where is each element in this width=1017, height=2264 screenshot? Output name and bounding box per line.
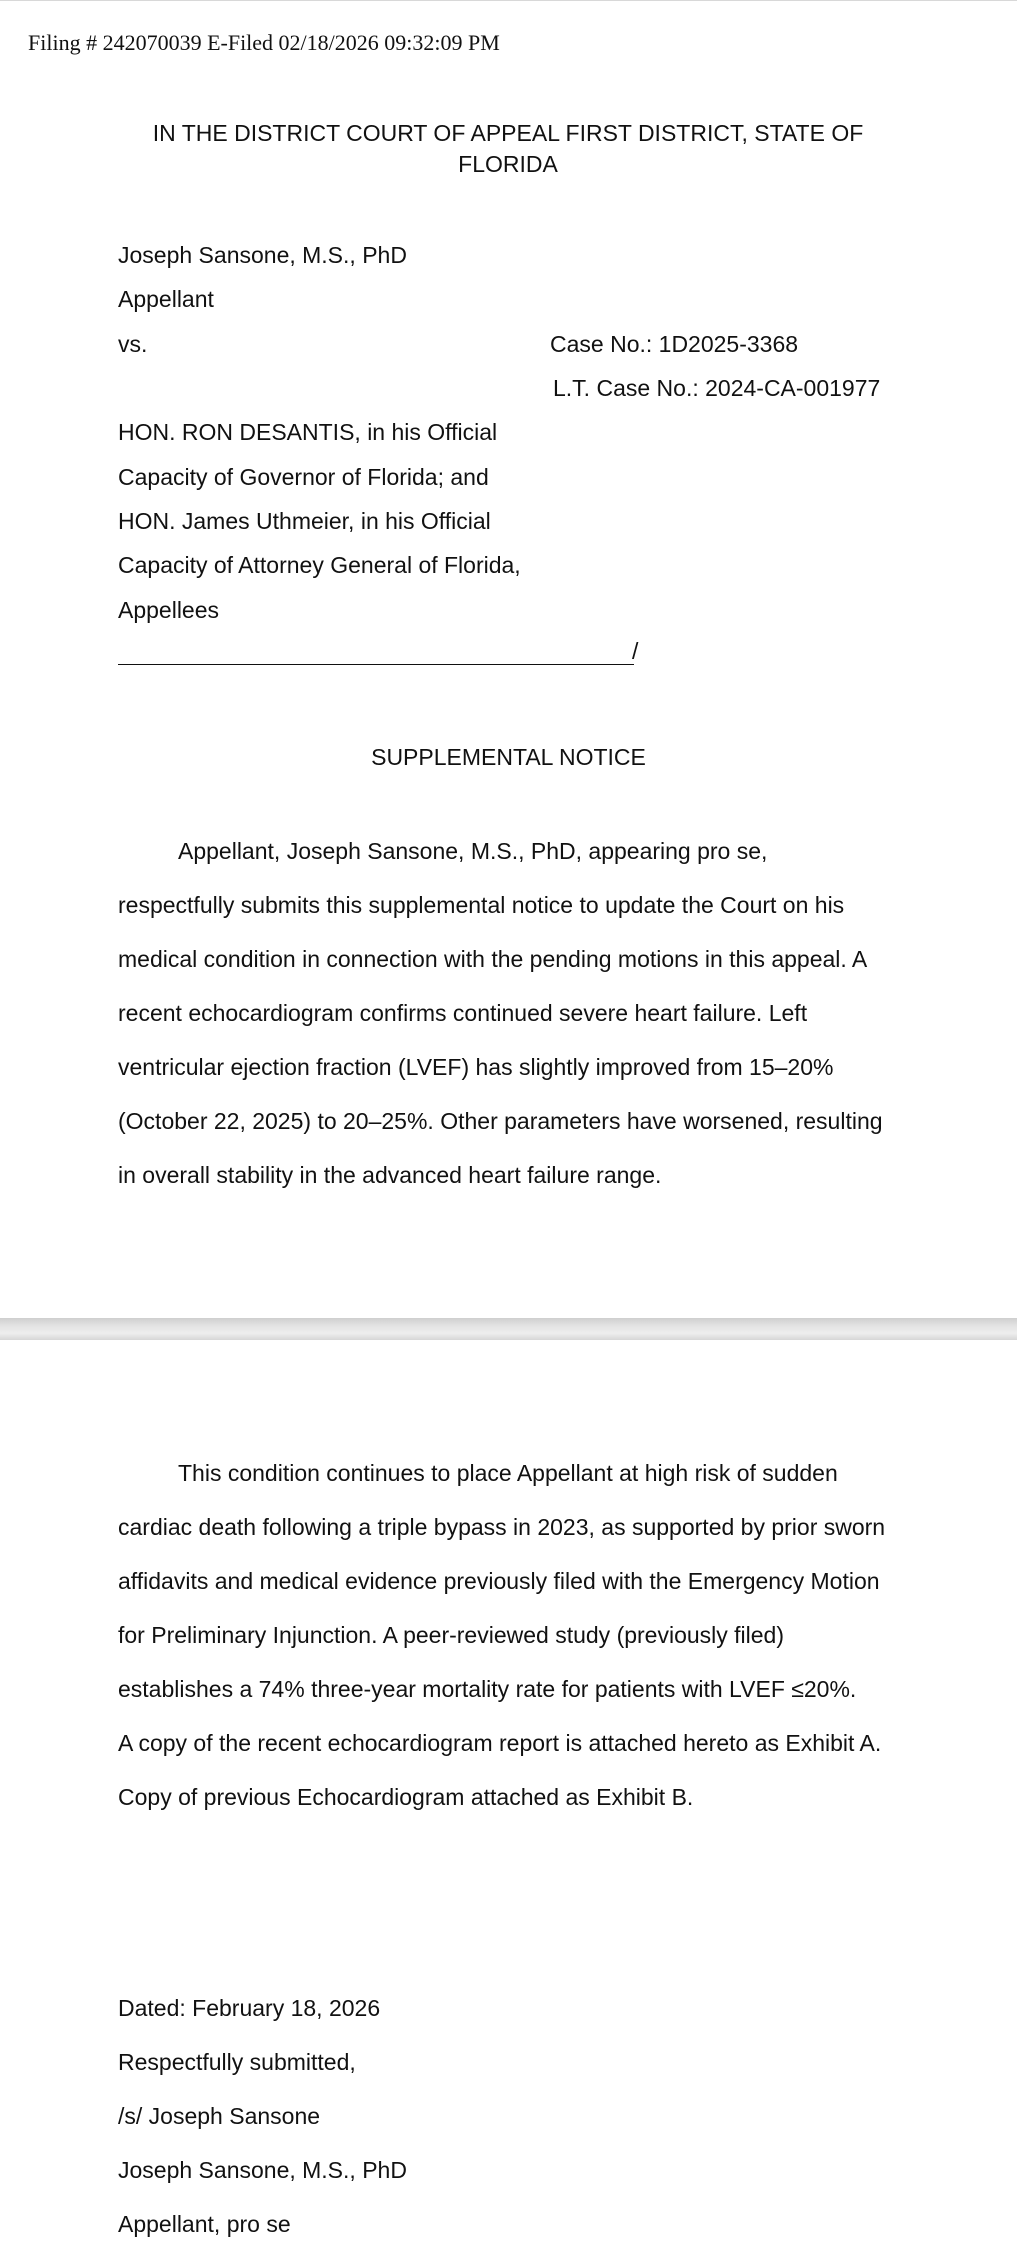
paragraph-line: Appellant, Joseph Sansone, M.S., PhD, appearing pro se, bbox=[178, 838, 768, 864]
paragraph-line: cardiac death following a triple bypass in 2023, as supported by prior sworn bbox=[118, 1514, 886, 1540]
court-title: IN THE DISTRICT COURT OF APPEAL FIRST DISTRICT, STATE OF FLORIDA bbox=[152, 120, 864, 177]
appellees-line: HON. James Uthmeier, in his Official bbox=[118, 508, 491, 534]
appellees-line: Capacity of Attorney General of Florida, bbox=[118, 552, 521, 578]
body-paragraph-2 bbox=[118, 1446, 908, 1824]
body-paragraph-1 bbox=[118, 824, 908, 1202]
signature-closing: Respectfully submitted, bbox=[118, 2049, 356, 2075]
page-top-border bbox=[0, 0, 1017, 1]
lower-tribunal-case-number: L.T. Case No.: 2024-CA-001977 bbox=[553, 375, 881, 401]
caption-rule bbox=[118, 644, 634, 665]
signer-name: Joseph Sansone, M.S., PhD bbox=[118, 2157, 407, 2183]
case-number: Case No.: 1D2025-3368 bbox=[550, 331, 799, 357]
caption-end-slash: / bbox=[632, 638, 639, 664]
appellees-label: Appellees bbox=[118, 597, 220, 623]
paragraph-line: respectfully submits this supplemental notice to update the Court on his bbox=[118, 892, 845, 918]
paragraph-line: (October 22, 2025) to 20–25%. Other parameters have worsened, resulting bbox=[118, 1108, 883, 1134]
paragraph-line: affidavits and medical evidence previously filed with the Emergency Motion bbox=[118, 1568, 880, 1594]
electronic-signature: /s/ Joseph Sansone bbox=[118, 2103, 321, 2129]
paragraph-line: recent echocardiogram confirms continued severe heart failure. Left bbox=[118, 1000, 808, 1026]
signer-role: Appellant, pro se bbox=[118, 2211, 291, 2237]
filing-stamp: Filing # 242070039 E-Filed 02/18/2026 09:32:09 PM bbox=[28, 30, 500, 55]
paragraph-line: This condition continues to place Appellant at high risk of sudden bbox=[178, 1460, 838, 1486]
paragraph-line: ventricular ejection fraction (LVEF) has slightly improved from 15–20% bbox=[118, 1054, 834, 1080]
appellant-name: Joseph Sansone, M.S., PhD bbox=[118, 242, 407, 268]
signature-date: Dated: February 18, 2026 bbox=[118, 1995, 381, 2021]
paragraph-line: in overall stability in the advanced heart failure range. bbox=[118, 1162, 662, 1188]
document-title: SUPPLEMENTAL NOTICE bbox=[371, 744, 646, 770]
versus-label: vs. bbox=[118, 331, 148, 357]
appellant-role: Appellant bbox=[118, 286, 214, 312]
paragraph-line: medical condition in connection with the pending motions in this appeal. A bbox=[118, 946, 868, 972]
appellees-line: HON. RON DESANTIS, in his Official bbox=[118, 419, 498, 445]
appellees-line: Capacity of Governor of Florida; and bbox=[118, 464, 489, 490]
paragraph-line: for Preliminary Injunction. A peer-reviewed study (previously filed) bbox=[118, 1622, 785, 1648]
paragraph-line: Copy of previous Echocardiogram attached as Exhibit B. bbox=[118, 1784, 694, 1810]
paragraph-line: establishes a 74% three-year mortality rate for patients with LVEF ≤20%. bbox=[118, 1676, 857, 1702]
page-break bbox=[0, 1318, 1017, 1340]
paragraph-line: A copy of the recent echocardiogram report is attached hereto as Exhibit A. bbox=[118, 1730, 882, 1756]
